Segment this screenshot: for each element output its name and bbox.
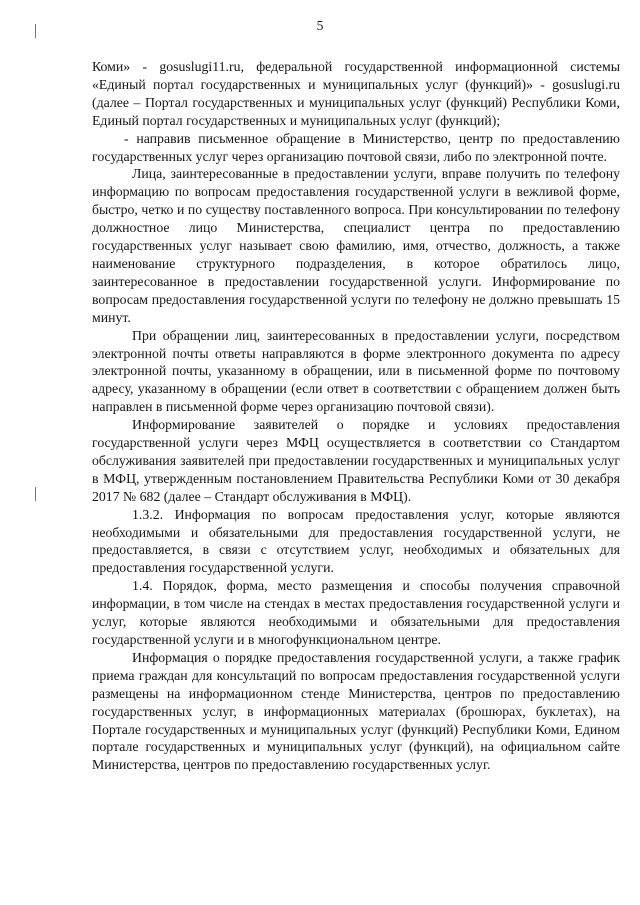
document-body (92, 58, 620, 774)
paragraph: 1.3.2. Информация по вопросам предоставления услуг, которые являются необходимыми и обязательными для предоставления государственной услуги, не предоставляется, в связи с отсутствием услуг, необходимых и обязательных для предоставления государственной услуги. (92, 506, 620, 576)
paragraph: Коми» - gosuslugi11.ru, федеральной государственной информационной системы «Единый портал государственных и муниципальных услуг (функций)» - gosuslugi.ru (далее – Портал государственных и муниципальных услуг (функций) Республики Коми, Единый портал государственных и муниципальных услуг (функций); (92, 59, 620, 128)
paragraph: Информация о порядке предоставления государственной услуги, а также график приема граждан для консультаций по вопросам предоставления государственной услуги размещены на информационном стенде Министерства, центров по предоставлению государственных услуг, в информационных материалах (брошюрах, буклетах), на Портале государственных и муниципальных услуг (функций) Республики Коми, Едином портале государственных и муниципальных услуг (функций), на официальном сайте Министерства, центров по предоставлению государственных услуг. (92, 649, 620, 773)
paragraph-list-item: - направив письменное обращение в Министерство, центр по предоставлению государственных услуг через организацию почтовой связи, либо по электронной почте. (92, 130, 620, 164)
paragraph: Лица, заинтересованные в предоставлении услуги, вправе получить по телефону информацию по вопросам предоставления государственной услуги в вежливой форме, быстро, четко и по существу поставленного вопроса. При консультировании по телефону должностное лицо Министерства, специалист центра по предоставлению государственных услуг называет свою фамилию, имя, отчество, должность, а также наименование структурного подразделения, в которое обратилось лицо, заинтересованное в предоставлении государственной услуги. Информирование по вопросам предоставления государственной услуги по телефону не должно превышать 15 минут. (92, 166, 620, 325)
margin-mark (35, 24, 36, 38)
page-number: 5 (316, 18, 324, 33)
paragraph: При обращении лиц, заинтересованных в предоставлении услуги, посредством электронной почты ответы направляются в форме электронного документа по адресу электронной почты, указанному в обращении, или в письменной форме по почтовому адресу, указанному в обращении (если ответ в соответствии с обращением должен быть направлен в письменной форме через организацию почтовой связи). (92, 327, 620, 415)
paragraph: Информирование заявителей о порядке и условиях предоставления государственной услуги через МФЦ осуществляется в соответствии со Стандартом обслуживания заявителей при предоставлении государственных и муниципальных услуг в МФЦ, утвержденным постановлением Правительства Республики Коми от 30 декабря 2017 № 682 (далее – Стандарт обслуживания в МФЦ). (92, 417, 620, 504)
margin-mark (35, 487, 36, 501)
paragraph: 1.4. Порядок, форма, место размещения и способы получения справочной информации, в том числе на стендах в местах предоставления государственной услуги и услуг, которые являются необходимыми и обязательными для предоставления государственной услуги и в многофункциональном центре. (92, 578, 620, 647)
